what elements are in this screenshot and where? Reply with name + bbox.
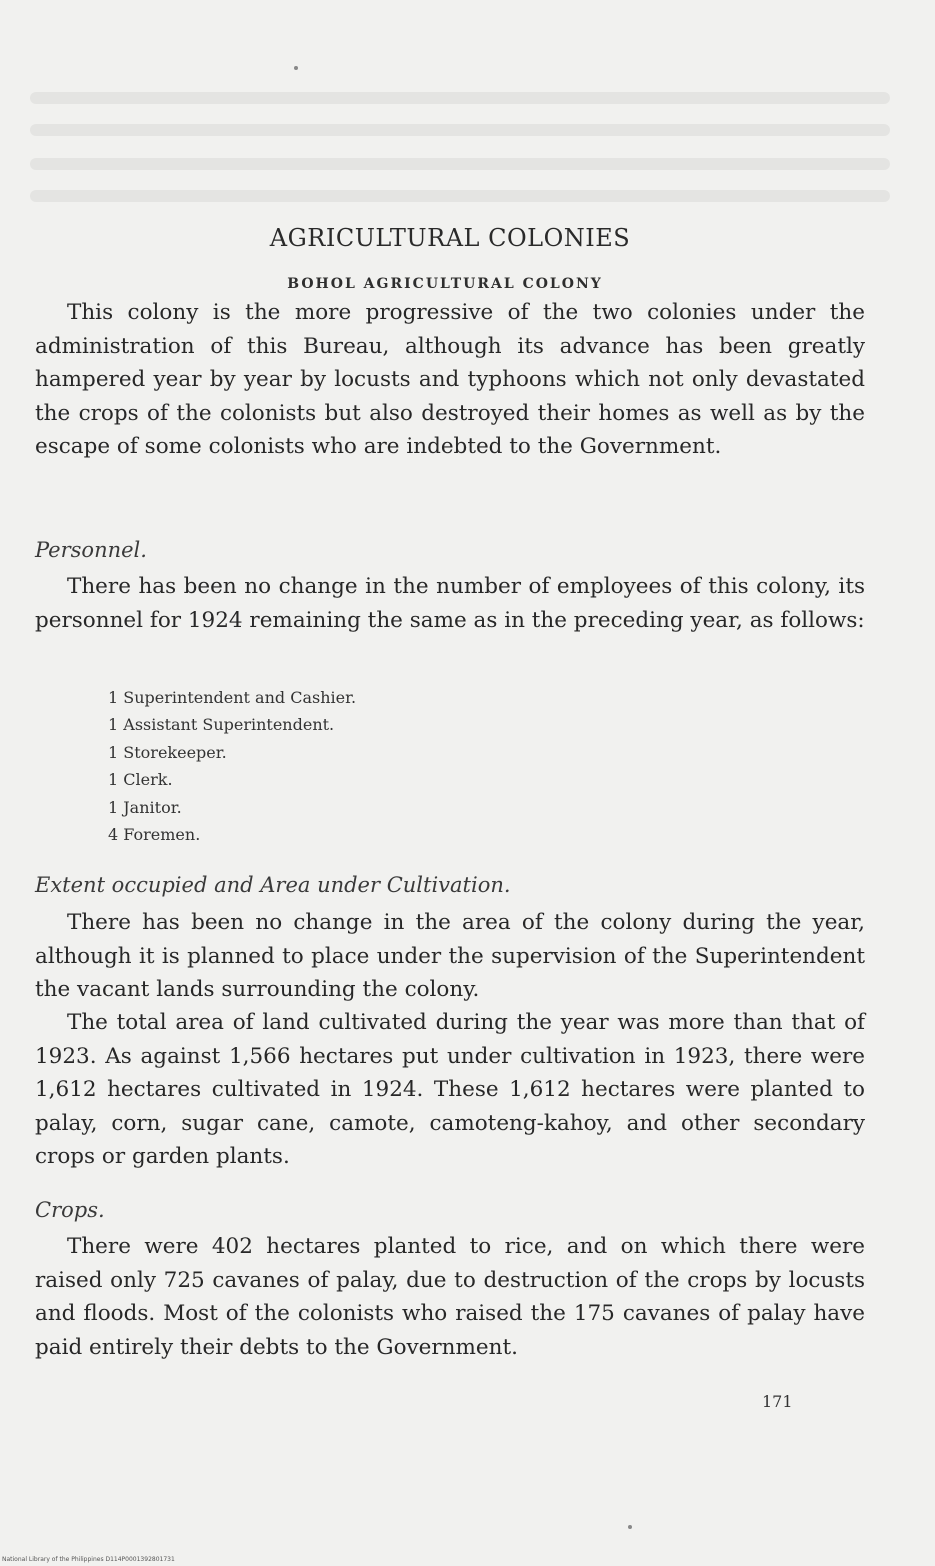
- bleed-through-line: [30, 190, 890, 202]
- page-number: 171: [762, 1392, 793, 1411]
- page-title: AGRICULTURAL COLONIES: [269, 224, 631, 252]
- bleed-through-line: [30, 92, 890, 104]
- personnel-heading: Personnel.: [35, 538, 147, 562]
- section-subtitle: BOHOL AGRICULTURAL COLONY: [287, 276, 603, 292]
- staff-item: 1 Janitor.: [108, 797, 182, 817]
- extent-paragraph-1: There has been no change in the area of the colony during the year, although it is planned to place under the supervision of the Superintendent the vacant lands surrounding the colony.: [35, 910, 865, 1003]
- staff-list: [108, 684, 356, 848]
- extent-paragraph-2: The total area of land cultivated during the year was more than that of 1923. As against 1,566 hectares put under cultivation in 1923, there were 1,612 hectares cultivated in 1924. These 1,612 hectares were planted to palay, corn, sugar cane, camote, camoteng-kahoy, and other secondary crops or garden plants.: [35, 1010, 865, 1170]
- bleed-through-line: [30, 158, 890, 170]
- crops-heading: Crops.: [35, 1198, 105, 1222]
- bleed-through-line: [30, 124, 890, 136]
- staff-item: 1 Superintendent and Cashier.: [108, 688, 357, 707]
- staff-item: 1 Assistant Superintendent.: [108, 715, 335, 735]
- staff-item: 4 Foremen.: [108, 825, 201, 845]
- paper-speck: [294, 66, 298, 70]
- footer-credit: National Library of the Philippines D114P0001392801731: [2, 1556, 175, 1563]
- paper-speck: [628, 1525, 632, 1529]
- staff-item: 1 Clerk.: [108, 770, 173, 790]
- extent-heading: Extent occupied and Area under Cultivation.: [35, 873, 511, 897]
- staff-item: 1 Storekeeper.: [108, 742, 227, 762]
- intro-paragraph: This colony is the more progressive of the two colonies under the administration of this Bureau, although its advance has been greatly hampered year by year by locusts and typhoons which not only devastated the crops of the colonists but also destroyed their homes as well as by the escape of some colonists who are indebted to the Government.: [35, 300, 865, 460]
- personnel-paragraph: There has been no change in the number of employees of this colony, its personnel for 1924 remaining the same as in the preceding year, as follows:: [35, 574, 865, 633]
- crops-paragraph: There were 402 hectares planted to rice, and on which there were raised only 725 cavanes of palay, due to destruction of the crops by locusts and floods. Most of the colonists who raised the 175 cavanes of palay have paid entirely their debts to the Government.: [35, 1234, 865, 1360]
